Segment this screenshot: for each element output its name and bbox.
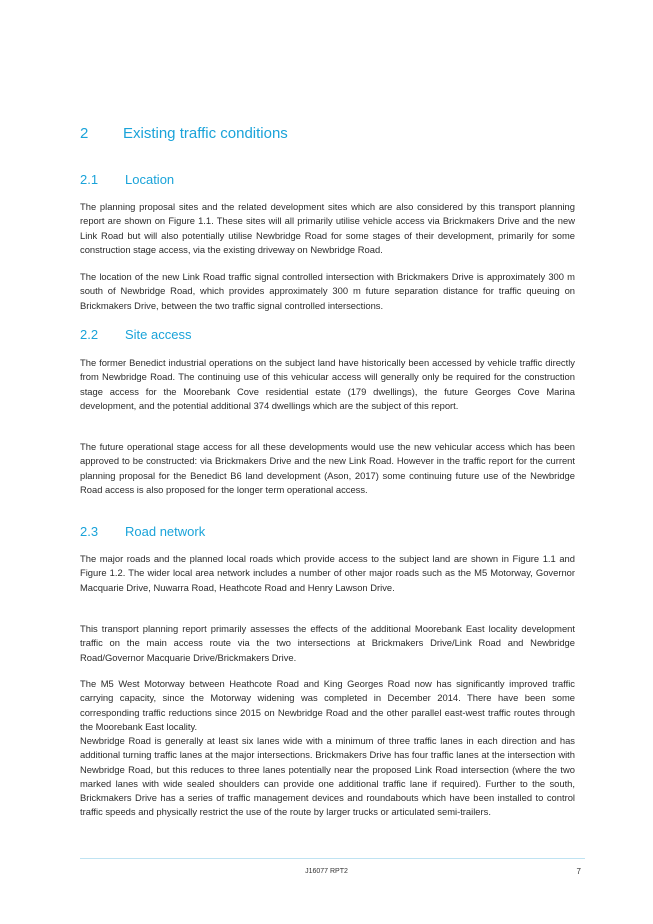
subsection-title: Road network bbox=[125, 524, 206, 539]
paragraph: Newbridge Road is generally at least six lanes wide with a minimum of three traffic lanes in each direction and has additional turning traffic lanes at the major intersections. Brickmakers Drive has four traffic lanes at the intersection with Newbridge Road, but this reduces to three lanes potentially near the proposed Link Road intersection (where the two marked lanes with wide sealed shoulders can provide one additional traffic lane if required). Further to the south, Brickmakers Drive has a series of traffic management devices and roundabouts which have been installed to control traffic speeds and physically restrict the use of the route by larger trucks or articulated semi-trailers. bbox=[80, 735, 575, 818]
section-heading bbox=[80, 125, 288, 142]
paragraph: The location of the new Link Road traffic signal controlled intersection with Brickmakers Drive is approximately 300 m south of Newbridge Road, which provides approximately 300 m future separation distance for traffic queuing on Brickmakers Drive, between the two traffic signal controlled intersections. bbox=[80, 271, 575, 311]
paragraph: The M5 West Motorway between Heathcote Road and King Georges Road now has significantly improved traffic carrying capacity, since the Motorway widening was completed in December 2014. There have been some corresponding traffic reductions since 2015 on Newbridge Road and the other parallel east-west traffic routes through the Moorebank East locality. bbox=[80, 678, 575, 732]
footer-divider bbox=[80, 858, 585, 859]
subsection-heading-road-network bbox=[80, 524, 205, 539]
subsection-title: Location bbox=[125, 172, 175, 187]
subsection-title: Site access bbox=[125, 327, 192, 342]
paragraph: The planning proposal sites and the related development sites which are also considered by this transport planning report are shown on Figure 1.1. These sites will all primarily utilise vehicle access via Brickmakers Drive and the new Link Road but will also potentially utilise Newbridge Road for some stages of their development, primarily for some construction stage access, via the existing driveway on Newbridge Road. bbox=[80, 201, 575, 255]
paragraph: The major roads and the planned local roads which provide access to the subject land are shown in Figure 1.1 and Figure 1.2. The wider local area network includes a number of other major roads such as the M5 Motorway, Governor Macquarie Drive, Nuwarra Road, Heathcote Road and Henry Lawson Drive. bbox=[80, 553, 575, 593]
subsection-heading-site-access bbox=[80, 327, 191, 342]
paragraph: The former Benedict industrial operations on the subject land have historically been accessed by vehicle traffic directly from Newbridge Road. The continuing use of this vehicular access will generally only be required for the construction stage access for the Moorebank Cove residential estate (179 dwellings), the future Georges Cove Marina development, and the potential additional 374 dwellings which are the subject of this report. bbox=[80, 357, 575, 411]
subsection-number: 2.3 bbox=[80, 524, 99, 539]
paragraph: This transport planning report primarily assesses the effects of the additional Moorebank East locality development traffic on the main access route via the two intersections at Brickmakers Drive/Link Road and Newbridge Road/Governor Macquarie Drive/Brickmakers Drive. bbox=[80, 623, 575, 663]
subsection-number: 2.2 bbox=[80, 327, 99, 342]
page-number: 7 bbox=[576, 867, 581, 876]
footer-doc-code: J16077 RPT2 bbox=[305, 868, 348, 875]
section-number: 2 bbox=[80, 125, 89, 142]
subsection-heading-location bbox=[80, 172, 174, 187]
paragraph: The future operational stage access for all these developments would use the new vehicular access which has been approved to be constructed: via Brickmakers Drive and the new Link Road. However in the traffic report for the current planning proposal for the Benedict B6 land development (Ason, 2017) some continuing future use of the Newbridge Road access is also proposed for the longer term operational access. bbox=[80, 441, 575, 495]
subsection-number: 2.1 bbox=[80, 172, 99, 187]
section-title: Existing traffic conditions bbox=[123, 125, 288, 142]
